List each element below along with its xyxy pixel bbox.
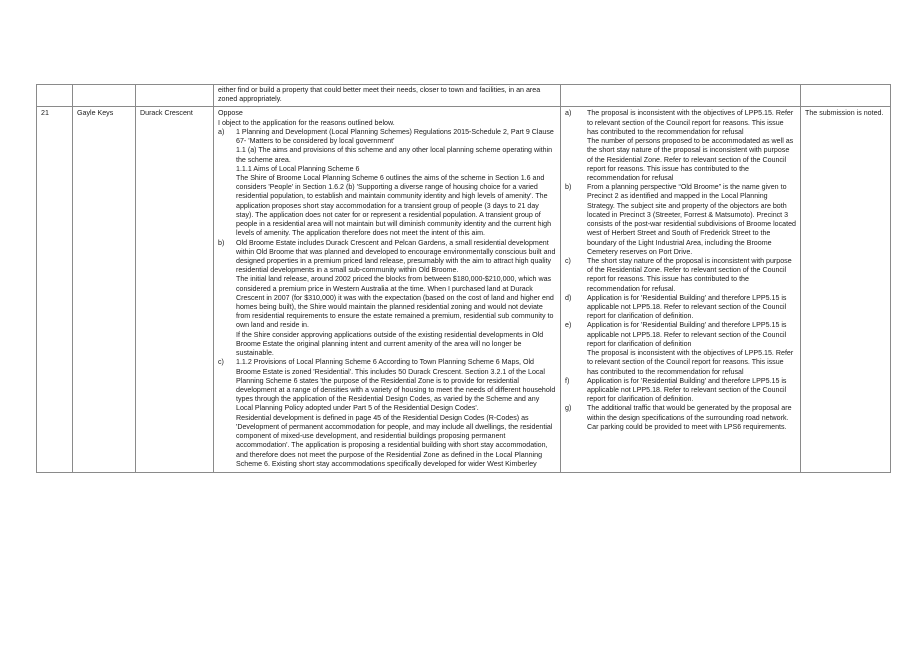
officer-item-f-para-1: Application is for 'Residential Building' and therefore LPP5.15 is applicable not LPP5.18. Refer to relevant section of the Council report for clarification of definition. [587,376,787,404]
officer-item-e-marker: e) [565,321,572,330]
officer-item-c-para-1: The short stay nature of the proposal is inconsistent with purpose of the Residential Zone. Refer to relevant section of the Council report for reasons. This issue has contributed to the recommendation for refusal. [587,256,792,293]
officer-item-f-marker: f) [565,376,570,385]
officer-item-e-para-2: The proposal is inconsistent with the objectives of LPP5.15. Refer to relevant section of the Council report for reasons. This issue has contributed to the recommendation for refusal [587,349,794,376]
submission-item-b [218,239,556,276]
officer-item-a-para-1: The proposal is inconsistent with the objectives of LPP5.15. Refer to relevant section of the Council report for reasons. This issue has contributed to the recommendation for refusal [587,109,794,136]
cell-number-continued [37,85,73,107]
submission-item-a-marker: a) [218,127,225,136]
cell-address-continued [136,85,214,107]
cell-recommendation: The submission is noted. [801,107,891,473]
officer-item-e [565,321,796,349]
officer-item-a-marker: a) [565,109,572,118]
submission-item-b-para-2: The initial land release, around 2002 priced the blocks from between $180,000-$210,000, which was considered a premium price in Western Australia at the time. When I purchased land at Durack Crescent in 2007 (for $310,000) it was with the expectation (based on the cost of land and higher end homes being built), the Shire would maintain the planned residential zoning and would not deviate from residential requirements to ensure the estate remained a premium, residential sub community to own land and reside in. [236,275,554,330]
officer-item-g [565,404,796,422]
cell-officer-comment [561,107,801,473]
officer-item-b-marker: b) [565,183,572,192]
table-row-continued [37,85,891,107]
officer-item-e-para-1: Application is for 'Residential Building' and therefore LPP5.15 is applicable not LPP5.18. Refer to relevant section of the Council report for clarification of definition [587,321,787,348]
officer-item-a [565,109,796,137]
officer-item-b-para-1: From a planning perspective “Old Broome” is the name given to Precinct 2 as identified and mapped in the Local Planning Strategy. The subject site and property of the objectors are both located in Precinct 3 (Streeter, Forrest & Matsumoto). Precinct 3 consists of the post-war residential subdivisions of Broome located west of Herbert Street and South of Frederick Street to the boundary of the Light Industrial Area, including the Broome Cemetery reserves on Port Drive. [587,183,796,256]
submission-intro-line-2: I object to the application for the reasons outlined below. [218,118,395,127]
officer-item-d-para-1: Application is for 'Residential Building' and therefore LPP5.15 is applicable not LPP5.18. Refer to relevant section of the Council report for clarification of definition. [587,293,787,321]
officer-item-g-para-1: The additional traffic that would be generated by the proposal are within the design specifications of the surrounding road network. [587,404,792,422]
submission-item-a-para-2: 1.1 (a) The aims and provisions of this scheme and any other local planning scheme operating within the scheme area. [236,146,553,164]
cell-submission-number: 21 [37,107,73,473]
officer-item-d-marker: d) [565,293,572,302]
cell-submission-continued [214,85,561,107]
cell-name-continued [73,85,136,107]
submission-item-b-marker: b) [218,238,225,247]
officer-item-g-para-2: Car parking could be provided to meet with LPS6 requirements. [587,422,787,431]
table-body [37,85,891,473]
submission-item-a-para-3: 1.1.1 Aims of Local Planning Scheme 6 [236,164,360,173]
submission-item-c-para-2: Residential development is defined in page 45 of the Residential Design Codes (R-Codes) as 'Development of permanent accommodation for people, and may include all dwellings, the residential component of mixed-use development, and residential buildings proposing permanent accommodation'. The application is proposing a residential building with short stay accommodation, and therefore does not meet the purpose of the Residential Zone as defined in the Local Planning Scheme 6. Existing short stay accommodations specifically developed for wider West Kimberley [236,413,553,468]
cell-submitter-name: Gayle Keys [73,107,136,473]
submission-item-b-para-3: If the Shire consider approving applications outside of the existing residential developments in Old Broome Estate the original planning intent and current amenity of the area will no longer be sustainable. [236,330,544,358]
submission-item-c [218,358,556,413]
officer-item-b [565,183,796,257]
officer-item-c-marker: c) [565,256,571,265]
submission-item-a-para-1: 1 Planning and Development (Local Planning Schemes) Regulations 2015-Schedule 2, Part 9 Clause 67- 'Matters to be considered by local government' [236,127,554,146]
officer-item-f [565,377,796,405]
cell-recommendation-continued [801,85,891,107]
table-row [37,107,891,473]
officer-item-a-para-2: The number of persons proposed to be accommodated as well as the short stay nature of the proposal is inconsistent with purpose of the Residential Zone. Refer to relevant section of the Council report for reasons. This issue has contributed to the recommendation for refusal [587,137,794,182]
submission-item-c-para-1: 1.1.2 Provisions of Local Planning Scheme 6 According to Town Planning Scheme 6 Maps, Old Broome Estate is zoned 'Residential'. This includes 50 Durack Crescent. Section 3.2.1 of the Local Planning Scheme 6 states 'the purpose of the Residential Zone is to provide for residential development at a range of densities with a variety of housing to meet the needs of different household types through the application of the Residential Design Codes, as varied by the Scheme and any Local Planning Policy adopted under Part 5 of the Residential Design Codes'. [236,358,556,413]
cell-submitter-address: Durack Crescent [136,107,214,473]
cell-officer-comment-continued [561,85,801,107]
submission-intro-line-1: Oppose [218,109,243,118]
submission-item-a [218,128,556,146]
officer-item-d [565,294,796,322]
officer-item-g-marker: g) [565,404,572,413]
officer-item-c [565,257,796,294]
submission-item-b-para-1: Old Broome Estate includes Durack Crescent and Pelcan Gardens, a small residential development within Old Broome that was planned and developed to encourage environmentally conscious built and designed properties in a premium priced land release, presumably with the aim to attract high quality residential developments in a small sub-community within Old Broome. [236,238,556,275]
cell-submission [214,107,561,473]
submission-item-c-marker: c) [218,358,224,367]
submission-item-a-para-4: The Shire of Broome Local Planning Scheme 6 outlines the aims of the scheme in Section 1.6 and considers 'People' in Section 1.6.2 (b) 'Supporting a diverse range of housing choice for a varied residential population, to establish and maintain community identity and high levels of amenity'. The application proposes short stay accommodation for a transient group of people (3 days to 21 day stay). The application does not cater for or represent a residential population. A transient group of people in a residential area will not maintain but will diminish community identity and the current high levels of amenity. The application therefore does not meet the intent of this aim. [236,173,552,238]
schedule-of-submissions-table [36,84,891,473]
submission-continued-text: either find or build a property that could better meet their needs, closer to town and facilities, in an area zoned appropriately. [218,86,541,104]
